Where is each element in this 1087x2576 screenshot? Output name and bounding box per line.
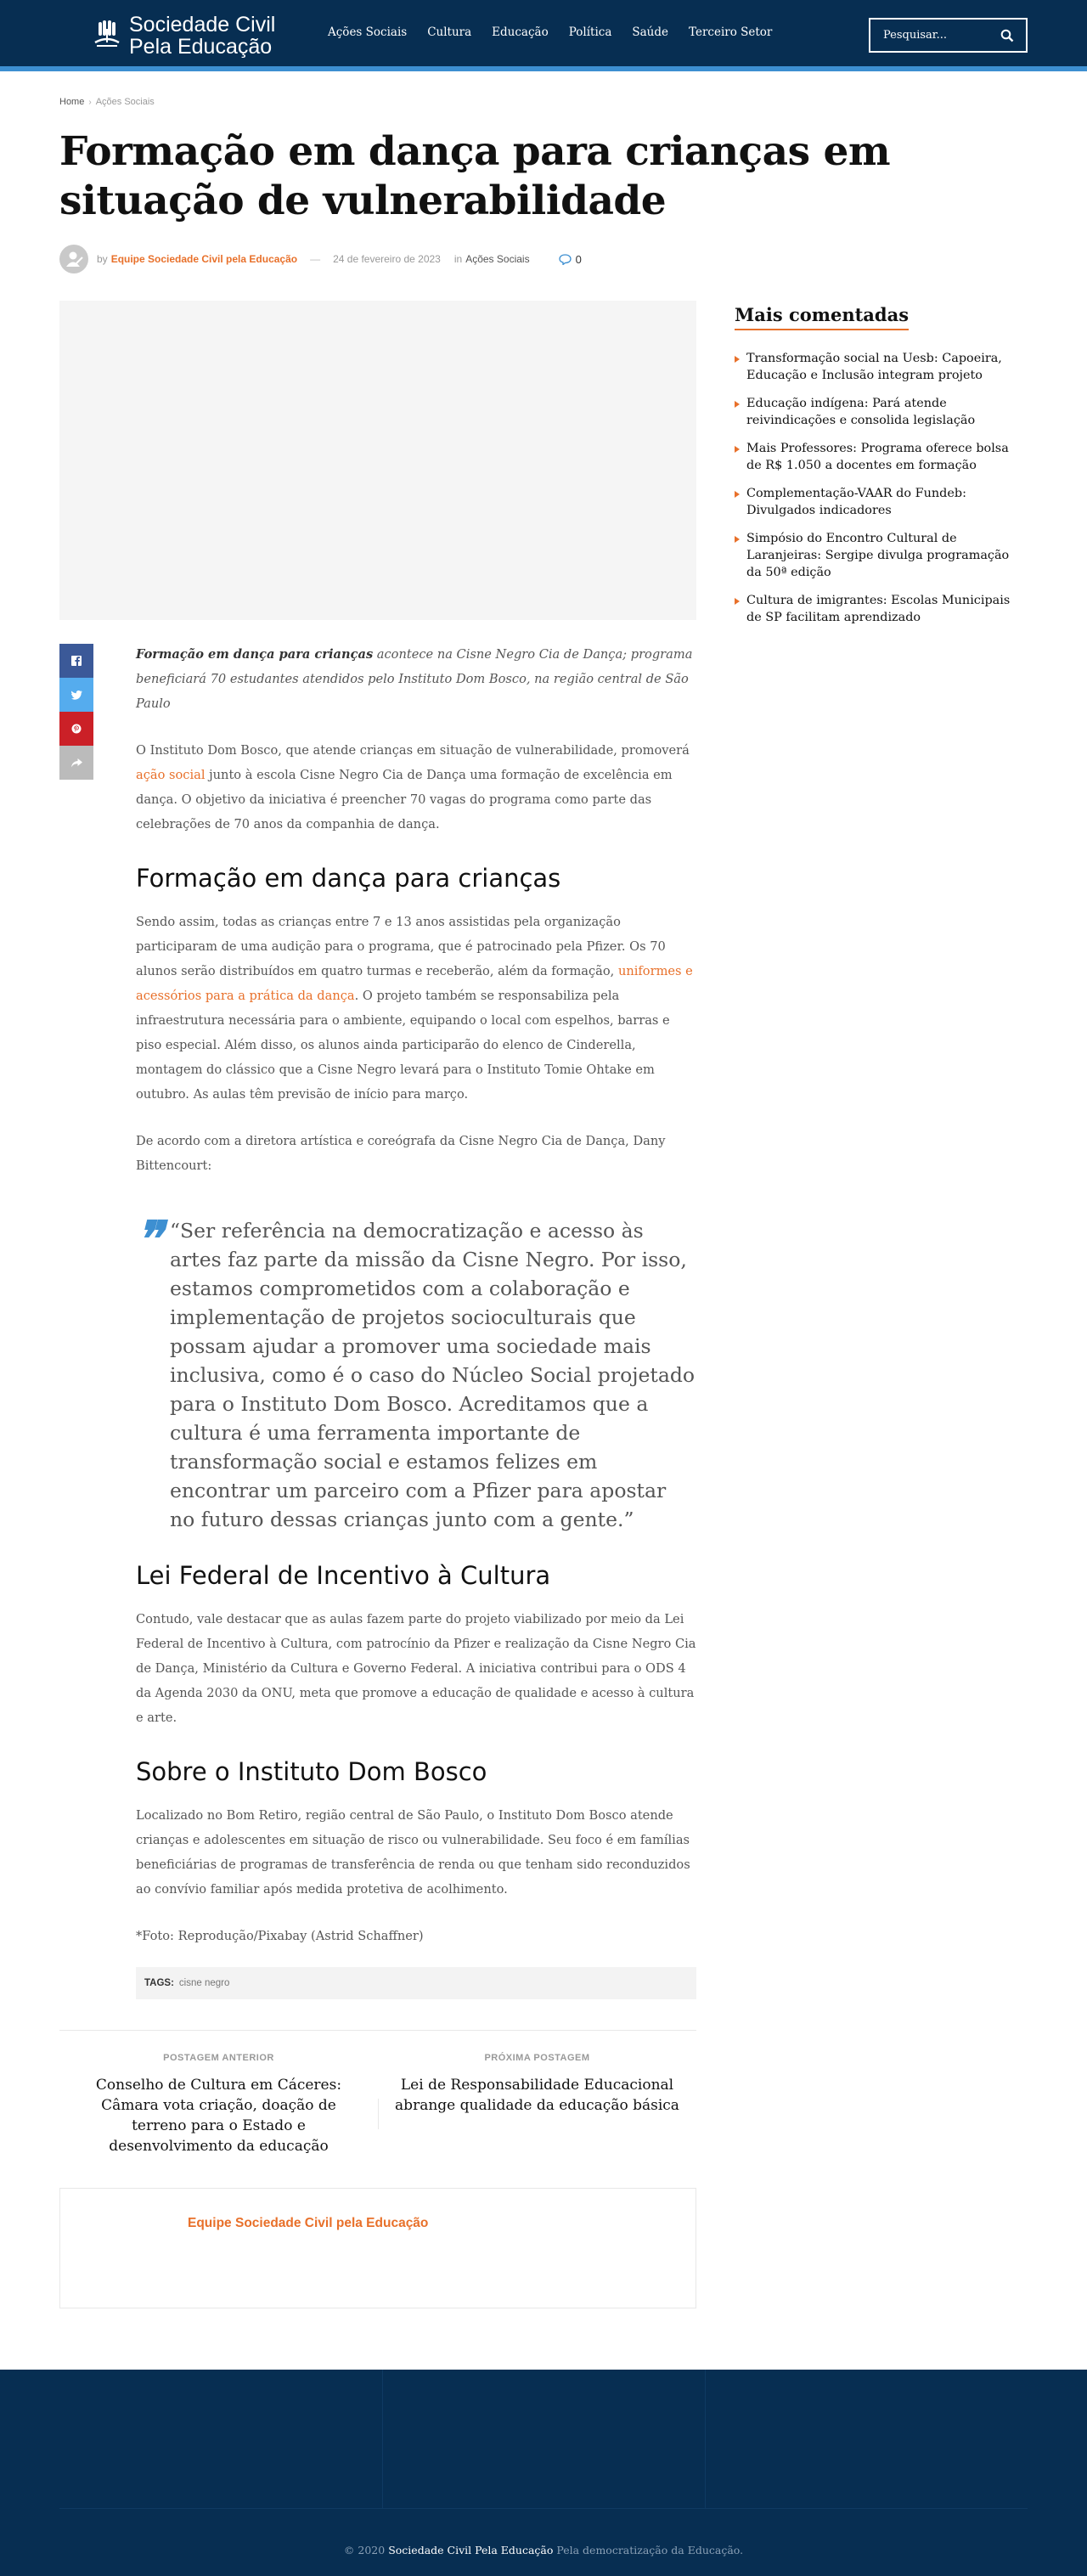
sidebar-item[interactable]: Educação indígena: Pará atende reivindicações e consolida legislação (735, 395, 1028, 429)
acao-social-link[interactable]: ação social (136, 768, 206, 782)
post-navigation (59, 2030, 696, 2155)
footer-divider (59, 2508, 1028, 2509)
nav-saude[interactable]: Saúde (632, 25, 668, 39)
article-lead (136, 642, 696, 716)
search-input[interactable] (883, 29, 1000, 42)
sidebar (735, 304, 1028, 637)
footer-column-divider (705, 2370, 706, 2508)
search-box (869, 18, 1028, 53)
next-label: PRÓXIMA POSTAGEM (484, 2053, 590, 2063)
comments-link[interactable] (559, 253, 582, 266)
nav-terceiro-setor[interactable]: Terceiro Setor (689, 25, 773, 39)
section-heading-3: Sobre o Instituto Dom Bosco (136, 1757, 487, 1786)
breadcrumb-current[interactable]: Ações Sociais (95, 97, 155, 107)
comment-icon (559, 254, 572, 265)
hands-book-icon (88, 17, 126, 54)
article-body (136, 642, 696, 1999)
next-post-link[interactable] (378, 2053, 696, 2116)
footer-org-link[interactable]: Sociedade Civil Pela Educação (388, 2544, 554, 2556)
author-box-name[interactable]: Equipe Sociedade Civil pela Educação (188, 2216, 429, 2230)
lead-rest: acontece na Cisne Negro Cia de Dança; programa beneficiará 70 estudantes atendidos pelo Instituto Dom Bosco, na região central de São Paulo (136, 647, 693, 711)
previous-post-link[interactable] (59, 2053, 378, 2156)
copyright-year: © 2020 (343, 2544, 386, 2556)
meta-author[interactable]: Equipe Sociedade Civil pela Educação (110, 253, 298, 265)
section-heading-2: Lei Federal de Incentivo à Cultura (136, 1561, 551, 1590)
page-title: Formação em dança para crianças em situação de vulnerabilidade (59, 128, 891, 224)
featured-image (59, 301, 696, 620)
sidebar-item[interactable]: Cultura de imigrantes: Escolas Municipais de SP facilitam aprendizado (735, 592, 1028, 626)
tags-label: TAGS: (144, 1978, 174, 1988)
quote-text: “Ser referência na democratização e acesso às artes faz parte da missão da Cisne Negro. Por isso, estamos comprometidos com a colaboração e implementação de projetos socioculturais que possam ajudar a promover uma sociedade mais inclusiva, como é o caso do Núcleo Social projetado para o Instituto Dom Bosco. Acreditamos que a cultura é uma ferramenta importante de transformação social e estamos felizes em encontrar um parceiro com a Pfizer para apostar no futuro dessas crianças junto com a gente.” (170, 1219, 696, 1531)
share-twitter-button[interactable] (59, 678, 93, 712)
nav-acoes-sociais[interactable]: Ações Sociais (328, 25, 408, 39)
nav-cultura[interactable]: Cultura (427, 25, 472, 39)
sidebar-item[interactable]: Mais Professores: Programa oferece bolsa de R$ 1.050 a docentes em formação (735, 440, 1028, 474)
sidebar-item[interactable]: Simpósio do Encontro Cultural de Laranjeiras: Sergipe divulga programação da 50ª edição (735, 530, 1028, 581)
post-meta (59, 245, 582, 273)
logo-line1: Sociedade Civil (129, 13, 276, 37)
lead-bold: Formação em dança para crianças (136, 647, 374, 662)
article-paragraph-3: De acordo com a diretora artística e coreógrafa da Cisne Negro Cia de Dança, Dany Bittencourt: (136, 1134, 666, 1173)
prev-label: POSTAGEM ANTERIOR (163, 2053, 274, 2063)
site-header (0, 0, 1087, 71)
next-title: Lei de Responsabilidade Educacional abrange qualidade da educação básica (395, 2077, 679, 2114)
most-commented-list (735, 350, 1028, 626)
share-more-button[interactable] (59, 746, 93, 780)
share-pinterest-button[interactable] (59, 712, 93, 746)
comment-count: 0 (575, 252, 582, 266)
prev-title: Conselho de Cultura em Cáceres: Câmara vota criação, doação de terreno para o Estado e desenvolvimento da educação (95, 2077, 342, 2155)
footer-tagline: Pela democratização da Educação. (556, 2544, 744, 2556)
share-facebook-button[interactable] (59, 644, 93, 678)
article-paragraph-2 (136, 910, 696, 1107)
photo-credit: *Foto: Reprodução/Pixabay (Astrid Schaffner) (136, 1929, 424, 1943)
meta-separator: — (310, 253, 321, 265)
p2-text-before: Sendo assim, todas as crianças entre 7 e 13 anos assistidas pela organização participaram de uma audição para o programa, que é patrocinado pela Pfizer. Os 70 alunos serão distribuídos em quatro turmas e receberão, além da formação, (136, 915, 666, 978)
meta-category[interactable]: Ações Sociais (465, 253, 530, 265)
facebook-icon (71, 656, 82, 666)
user-icon (65, 250, 83, 268)
site-footer (0, 2370, 1087, 2576)
meta-by: by (97, 253, 108, 265)
nav-politica[interactable]: Política (568, 25, 612, 39)
avatar[interactable] (59, 245, 88, 273)
article-paragraph-5: Localizado no Bom Retiro, região central de São Paulo, o Instituto Dom Bosco atende crianças e adolescentes em situação de risco ou vulnerabilidade. Seu foco é em famílias beneficiárias de programas de transferência de renda ou que tenham sido reconduzidos ao convívio familiar após medida protetiva de acolhimento. (136, 1808, 690, 1897)
sidebar-title: Mais comentadas (735, 304, 909, 330)
p1-text-before: O Instituto Dom Bosco, que atende crianças em situação de vulnerabilidade, promoverá (136, 743, 690, 758)
chevron-right-icon: › (88, 97, 92, 107)
search-icon[interactable] (1000, 29, 1014, 42)
twitter-icon (71, 691, 82, 700)
meta-in: in (453, 253, 463, 265)
p2-text-after: . O projeto também se responsabiliza pela infraestrutura necessária para o ambiente, equipando o local com espelhos, barras e piso especial. Além disso, os alunos ainda participarão do elenco de Cinderella, montagem do clássico que a Cisne Negro levará para o Instituto Tomie Ohtake em outubro. As aulas têm previsão de início para março. (136, 989, 670, 1102)
meta-date: 24 de fevereiro de 2023 (333, 253, 441, 265)
nav-educacao[interactable]: Educação (492, 25, 549, 39)
breadcrumb-home[interactable]: Home (59, 97, 85, 107)
pinterest-icon (71, 724, 82, 734)
tags-bar (136, 1967, 696, 1999)
footer-copyright (0, 2544, 1087, 2556)
article-paragraph-1 (136, 738, 696, 837)
quote-icon: ❞ (136, 1210, 163, 1268)
blockquote (136, 1210, 696, 1534)
logo-line2: Pela Educação (129, 35, 273, 59)
p1-text-after: junto à escola Cisne Negro Cia de Dança uma formação de excelência em dança. O objetivo da iniciativa é preencher 70 vagas do programa como parte das celebrações de 70 anos da companhia de dança. (136, 768, 673, 831)
article-paragraph-4: Contudo, vale destacar que as aulas fazem parte do projeto viabilizado por meio da Lei Federal de Incentivo à Cultura, com patrocínio da Pfizer e realização da Cisne Negro Cia de Dança, Ministério da Cultura e Governo Federal. A iniciativa contribui para o ODS 4 da Agenda 2030 da ONU, meta que promove a educação de qualidade e acesso à cultura e arte. (136, 1612, 696, 1725)
author-box (59, 2188, 696, 2308)
sidebar-item[interactable]: Complementação-VAAR do Fundeb: Divulgados indicadores (735, 485, 1028, 519)
tag-link[interactable]: cisne negro (178, 1978, 230, 1988)
uniformes-link[interactable]: uniformes e acessórios para a prática da dança (136, 964, 693, 1003)
sidebar-item[interactable]: Transformação social na Uesb: Capoeira, Educação e Inclusão integram projeto (735, 350, 1028, 384)
main-nav (328, 25, 792, 39)
breadcrumb (59, 97, 155, 107)
site-logo[interactable] (88, 12, 275, 59)
section-heading-1: Formação em dança para crianças (136, 864, 561, 893)
footer-column-divider (382, 2370, 383, 2508)
share-bar (59, 644, 93, 780)
share-icon (71, 758, 82, 768)
